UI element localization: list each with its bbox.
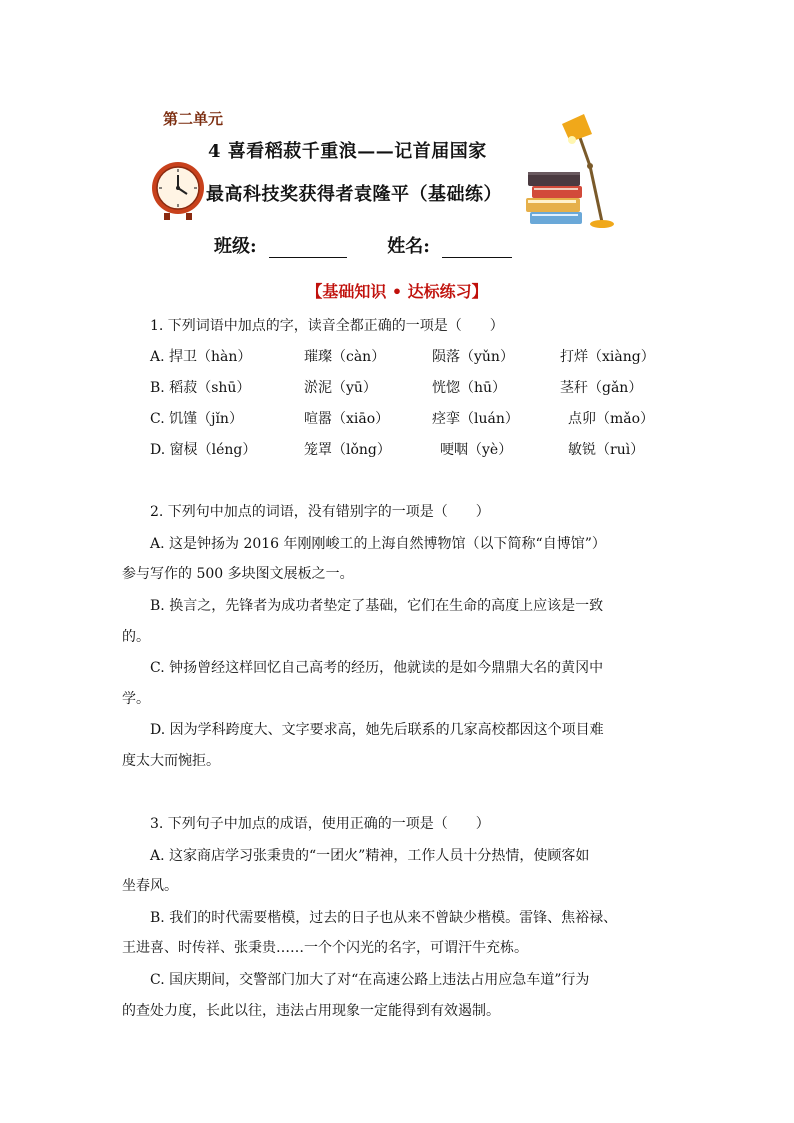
q2-option-a[interactable]: A. 这是钟扬为 2016 年刚刚峻工的上海自然博物馆（以下简称“自博馆”） bbox=[150, 536, 606, 552]
q2-option-c-cont: 学。 bbox=[122, 691, 150, 707]
q1-option-a[interactable]: A. 捍卫（hàn） bbox=[150, 349, 252, 365]
q1-option-b[interactable]: B. 稻菽（shū） bbox=[150, 380, 251, 396]
q1-item: 陨落（yǔn） bbox=[432, 349, 514, 365]
lesson-title-line2: 最高科技奖获得者袁隆平（基础练） bbox=[206, 184, 502, 205]
name-label: 姓名: bbox=[387, 236, 430, 257]
q1-item: 笼罩（lǒng） bbox=[304, 442, 391, 458]
q2-option-c[interactable]: C. 钟扬曾经这样回忆自己高考的经历，他就读的是如今鼎鼎大名的黄冈中 bbox=[150, 660, 604, 676]
lesson-title-line1: 4 喜看稻菽千重浪——记首届国家 bbox=[208, 141, 487, 162]
q3-option-b-cont: 王进喜、时传祥、张秉贵……一个个闪光的名字，可谓汗牛充栋。 bbox=[122, 940, 528, 956]
q3-option-b[interactable]: B. 我们的时代需要楷模，过去的日子也从来不曾缺少楷模。雷锋、焦裕禄、 bbox=[150, 910, 618, 926]
q1-item: 点卯（mǎo） bbox=[568, 411, 655, 427]
section-title: 【基础知识 • 达标练习】 bbox=[306, 282, 488, 301]
q1-option-c[interactable]: C. 饥馑（jǐn） bbox=[150, 411, 243, 427]
q1-item: 淤泥（yū） bbox=[304, 380, 377, 396]
q3-option-c-cont: 的查处力度，长此以往，违法占用现象一定能得到有效遏制。 bbox=[122, 1003, 500, 1019]
q1-item: 敏锐（ruì） bbox=[568, 442, 645, 458]
q1-item: 恍惚（hū） bbox=[432, 380, 507, 396]
student-info bbox=[214, 232, 512, 258]
q1-item: 茎秆（gǎn） bbox=[560, 380, 643, 396]
q2-option-d[interactable]: D. 因为学科跨度大、文字要求高，她先后联系的几家高校都因这个项目难 bbox=[150, 722, 604, 738]
class-label: 班级: bbox=[214, 236, 257, 257]
q1-item: 痉挛（luán） bbox=[432, 411, 519, 427]
q2-stem: 2. 下列句中加点的词语，没有错别字的一项是（ ） bbox=[150, 504, 490, 520]
name-field[interactable] bbox=[442, 237, 512, 258]
q3-option-a-cont: 坐春风。 bbox=[122, 878, 178, 894]
q1-stem: 1. 下列词语中加点的字，读音全都正确的一项是（ ） bbox=[150, 318, 504, 334]
q2-option-a-cont: 参与写作的 500 多块图文展板之一。 bbox=[122, 566, 354, 582]
unit-label: 第二单元 bbox=[163, 110, 224, 128]
q3-stem: 3. 下列句子中加点的成语，使用正确的一项是（ ） bbox=[150, 816, 490, 832]
q2-option-b-cont: 的。 bbox=[122, 629, 150, 645]
q3-option-a[interactable]: A. 这家商店学习张秉贵的“一团火”精神，工作人员十分热情，使顾客如 bbox=[150, 848, 590, 864]
books-lamp-illustration bbox=[522, 110, 622, 232]
q3-option-c[interactable]: C. 国庆期间，交警部门加大了对“在高速公路上违法占用应急车道”行为 bbox=[150, 972, 590, 988]
q2-option-b[interactable]: B. 换言之，先锋者为成功者垫定了基础，它们在生命的高度上应该是一致 bbox=[150, 598, 604, 614]
q1-item: 哽咽（yè） bbox=[440, 442, 513, 458]
q1-item: 打烊（xiàng） bbox=[560, 349, 655, 365]
q1-item: 璀璨（càn） bbox=[304, 349, 386, 365]
q1-option-d[interactable]: D. 窗棂（léng） bbox=[150, 442, 257, 458]
q1-item: 喧嚣（xiāo） bbox=[304, 411, 390, 427]
clock-icon bbox=[150, 158, 206, 222]
q2-option-d-cont: 度太大而惋拒。 bbox=[122, 753, 220, 769]
class-field[interactable] bbox=[269, 237, 347, 258]
